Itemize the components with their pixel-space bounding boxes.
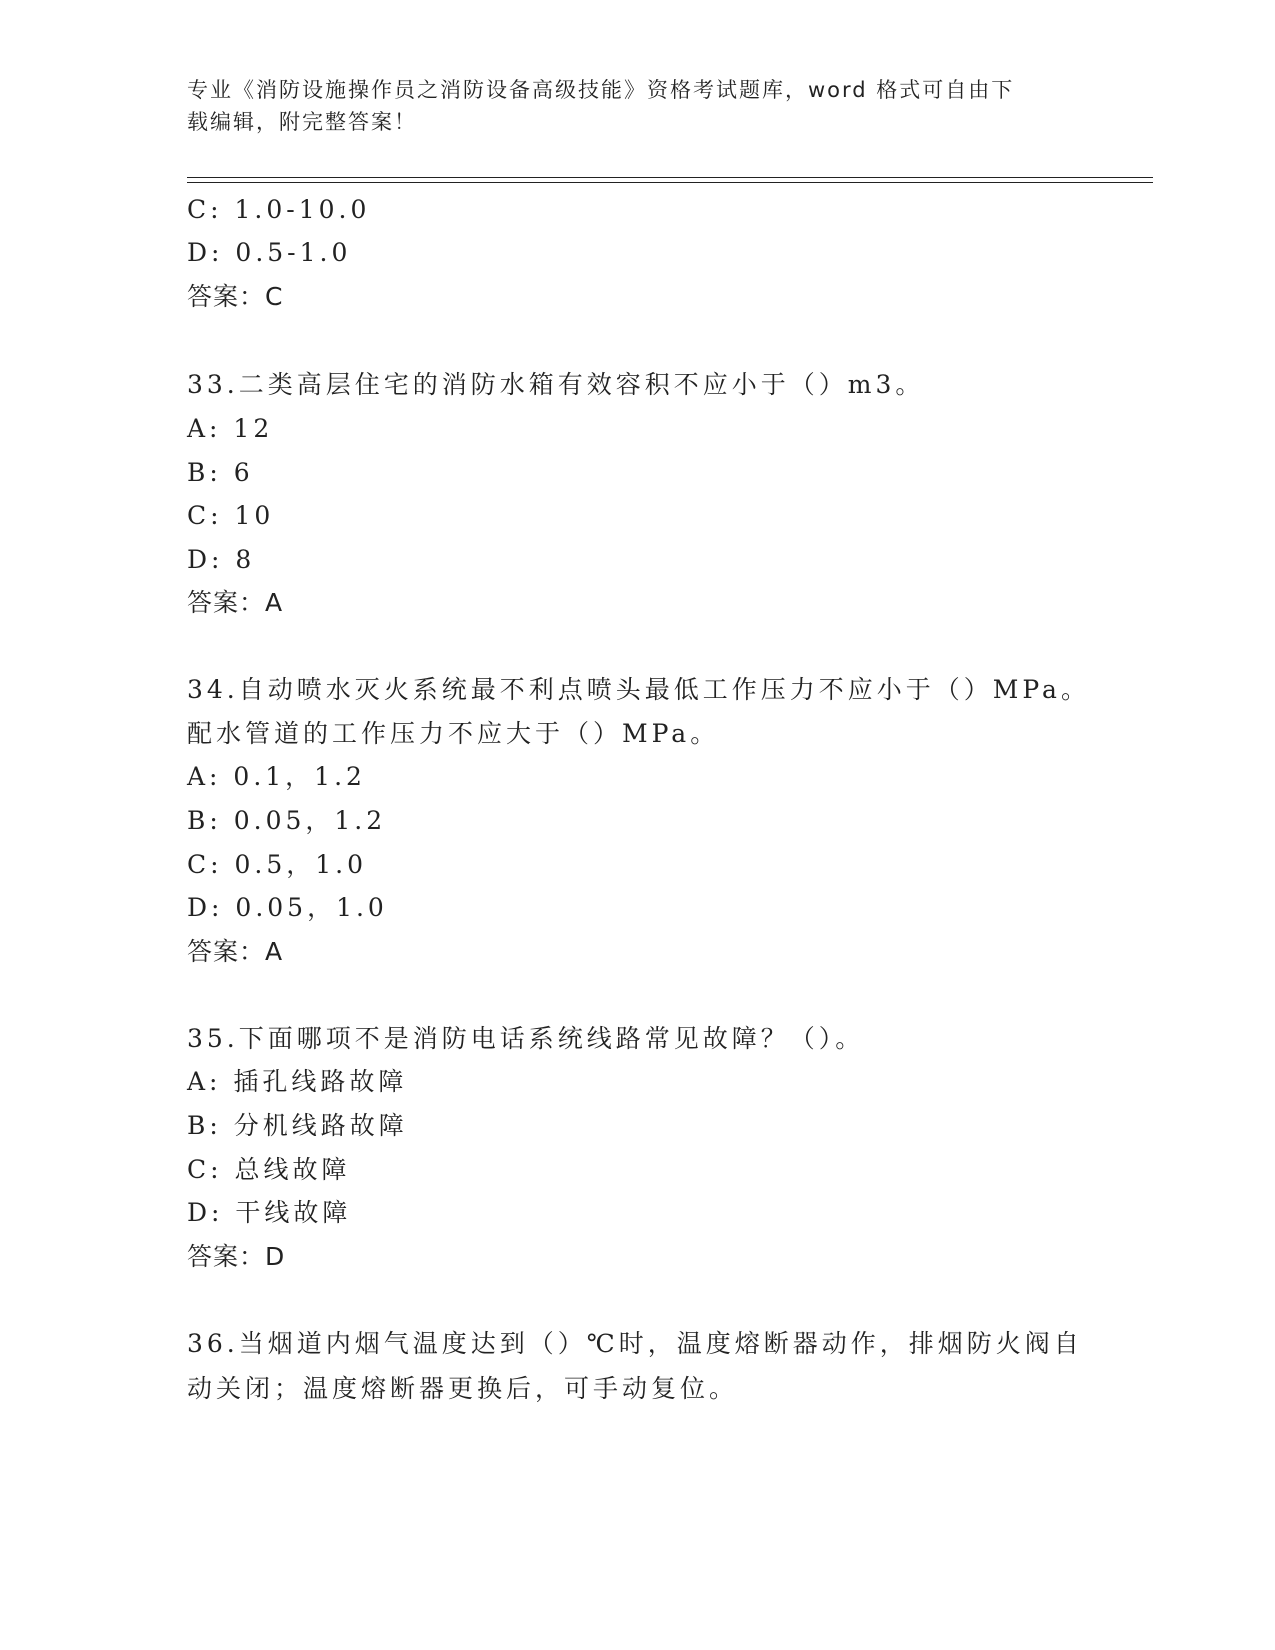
q35-stem: 35.下面哪项不是消防电话系统线路常见故障？（）。 (187, 1024, 865, 1053)
q34-stem-line-1: 34.自动喷水灭火系统最不利点喷头最低工作压力不应小于（）MPa。 (187, 675, 1090, 704)
q36-stem-line-1: 36.当烟道内烟气温度达到（）℃时，温度熔断器动作，排烟防火阀自 (187, 1329, 1083, 1358)
header-divider-bottom (187, 182, 1153, 183)
prev-answer: 答案：C (187, 282, 284, 311)
q33-answer: 答案：A (187, 588, 284, 617)
q35-option-d: D: 干线故障 (187, 1198, 352, 1227)
header-divider-top (187, 177, 1153, 178)
header-line-2: 载编辑，附完整答案！ (187, 110, 417, 134)
q34-option-c: C: 0.5，1.0 (187, 850, 368, 879)
q33-option-c: C: 10 (187, 501, 275, 530)
q33-option-b: B: 6 (187, 458, 254, 487)
prev-option-d: D: 0.5-1.0 (187, 238, 352, 267)
q35-option-a: A: 插孔线路故障 (187, 1067, 408, 1096)
prev-option-c: C: 1.0-10.0 (187, 195, 371, 224)
q34-option-d: D: 0.05，1.0 (187, 893, 388, 922)
q34-option-b: B: 0.05，1.2 (187, 806, 387, 835)
q34-stem-line-2: 配水管道的工作压力不应大于（）MPa。 (187, 719, 720, 748)
q33-stem: 33.二类高层住宅的消防水箱有效容积不应小于（）m3。 (187, 370, 925, 399)
q34-answer: 答案：A (187, 937, 284, 966)
q34-option-a: A: 0.1，1.2 (187, 762, 366, 791)
q35-option-b: B: 分机线路故障 (187, 1111, 408, 1140)
q33-option-d: D: 8 (187, 545, 256, 574)
q35-answer: 答案：D (187, 1242, 286, 1271)
q36-stem-line-2: 动关闭；温度熔断器更换后，可手动复位。 (187, 1374, 739, 1403)
document-header (187, 74, 1087, 138)
header-line-1: 专业《消防设施操作员之消防设备高级技能》资格考试题库，word 格式可自由下 (187, 78, 1015, 102)
q33-option-a: A: 12 (187, 414, 274, 443)
q35-option-c: C: 总线故障 (187, 1155, 351, 1184)
